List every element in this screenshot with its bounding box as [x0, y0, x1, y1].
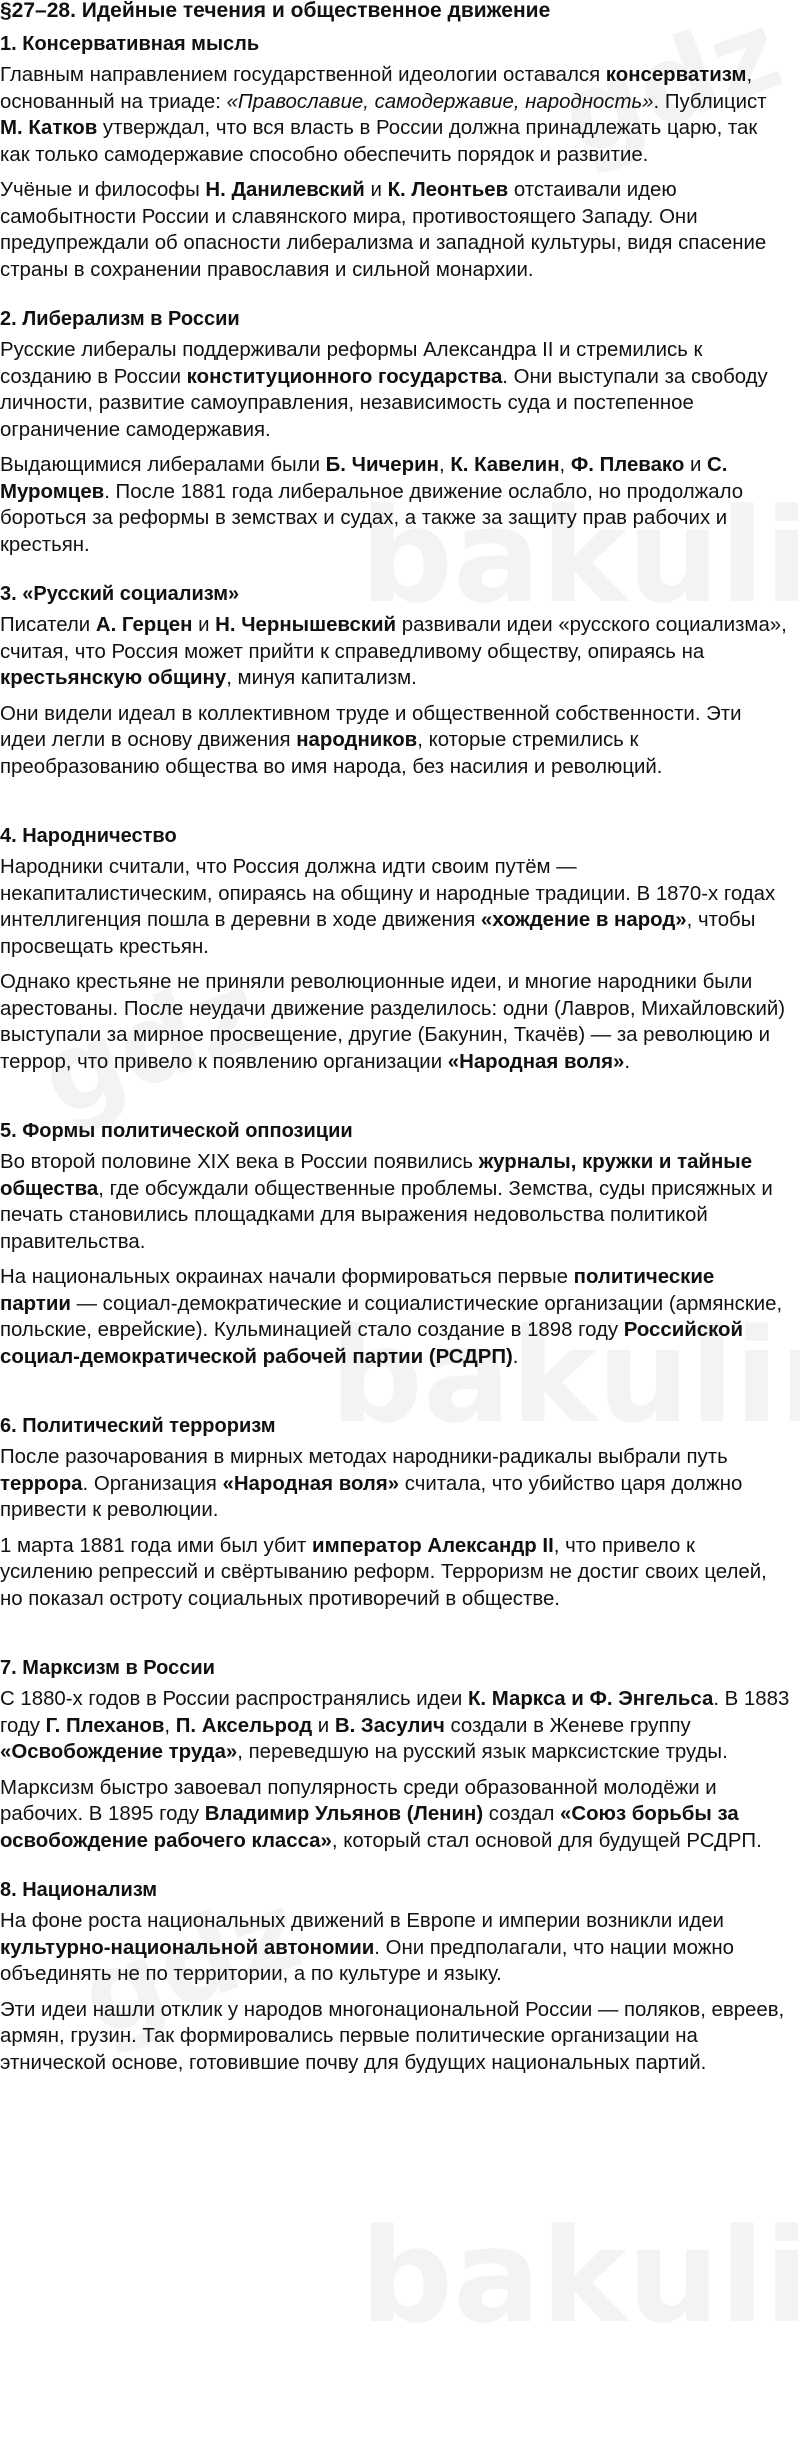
- bold-term: консерватизм: [605, 64, 747, 86]
- paragraph: [0, 1264, 790, 1370]
- text-run: ,: [438, 454, 451, 476]
- text-run: 1 марта 1881 года ими был убит: [0, 1534, 313, 1557]
- text-run: создали в Женеве группу: [444, 1714, 691, 1737]
- text-run: создал: [483, 1803, 561, 1825]
- paragraph: [0, 969, 790, 1075]
- section-heading: 6. Политический терроризм: [0, 1415, 276, 1437]
- paragraph: [0, 452, 790, 558]
- paragraph: [0, 177, 790, 283]
- text-run: и: [364, 179, 388, 201]
- text-run: считала, что убийство царя должно привести к революции.: [0, 1472, 743, 1521]
- bold-term: П. Аксельрод: [175, 1714, 313, 1737]
- paragraph: [0, 1997, 790, 2077]
- bold-term: К. Кавелин: [450, 454, 560, 476]
- text-run: Они видели идеал в коллективном труде и общественной собственности. Эти идеи легли в основу движения: [0, 702, 742, 751]
- text-run: утверждал, что вся власть в России должна принадлежать царю, так как только самодержавие способно обеспечить порядок и развитие.: [0, 117, 758, 166]
- paragraph: [0, 854, 790, 960]
- text-run: , минуя капитализм.: [226, 667, 417, 689]
- text-run: На фоне роста национальных движений в Европе и империи возникли идеи: [0, 1910, 724, 1932]
- bold-term: Владимир Ульянов (Ленин): [204, 1803, 484, 1825]
- bold-term: крестьянскую общину: [0, 667, 227, 689]
- text-run: , где обсуждали общественные проблемы. Земства, суды присяжных и печать становились площадками для выражения недовольства политикой правительства.: [0, 1177, 773, 1253]
- paragraph: [0, 1444, 790, 1524]
- text-run: , основанный на триаде:: [0, 64, 753, 113]
- section-5: [0, 1119, 790, 1370]
- paragraph: [0, 1149, 790, 1255]
- section-2: [0, 307, 790, 558]
- bold-term: «Освобождение труда»: [0, 1741, 238, 1763]
- text-run: . Они выступали за свободу личности, развитие самоуправления, независимость суда и постепенное ограничение самодержавия.: [0, 365, 768, 441]
- text-run: .: [512, 1345, 519, 1368]
- bold-term: политические партии: [0, 1266, 715, 1315]
- text-run: . После 1881 года либеральное движение ослабло, но продолжало бороться за реформы в земствах и судах, а также за защиту прав рабочих и крестьян.: [0, 480, 744, 556]
- section-6: [0, 1414, 790, 1612]
- text-run: Марксизм быстро завоевал популярность среди образованной молодёжи и рабочих. В 1895 году: [0, 1776, 717, 1825]
- text-run: Выдающимися либералами были: [0, 454, 326, 476]
- text-run: . Организация: [82, 1472, 223, 1495]
- page-title: §27–28. Идейные течения и общественное движение: [0, 0, 551, 22]
- text-run: . Публицист: [653, 90, 767, 113]
- bold-term: конституционного государства: [186, 365, 503, 388]
- text-run: , что привело к усилению репрессий и свёртыванию реформ. Терроризм не достиг своих целей, но показал остроту социальных противоречий в обществе.: [0, 1534, 767, 1610]
- paragraph: [0, 1908, 790, 1988]
- paragraph: [0, 1533, 790, 1613]
- bold-term: Российской социал-демократической рабочей партии (РСДРП): [0, 1319, 744, 1368]
- section-heading: 8. Национализм: [0, 1879, 158, 1901]
- bold-term: император Александр II: [312, 1534, 554, 1557]
- bold-term: Н. Данилевский: [205, 179, 365, 201]
- section-heading: 1. Консервативная мысль: [0, 33, 260, 55]
- text-run: ,: [164, 1714, 176, 1737]
- paragraph: [0, 1775, 790, 1855]
- section-3: [0, 582, 790, 780]
- italic-text: «Православие, самодержавие, народность»: [226, 90, 654, 113]
- section-heading: 7. Марксизм в России: [0, 1657, 215, 1679]
- text-run: , переведшую на русский язык марксистские труды.: [237, 1741, 728, 1763]
- section-7: [0, 1656, 790, 1854]
- text-run: . Они предполагали, что нации можно объединять не по территории, а по культуре и языку.: [0, 1936, 734, 1985]
- text-run: На национальных окраинах начали формироваться первые: [0, 1266, 574, 1288]
- text-run: Учёные и философы: [0, 179, 206, 201]
- bold-term: Б. Чичерин: [325, 454, 439, 476]
- text-run: Однако крестьяне не приняли революционные идеи, и многие народники были арестованы. После неудачи движение разделилось: одни (Лавров, Михайловский) выступали за мирное просвещение, другие (Бакунин, Ткачёв) — за революцию и террор, что привело к появлению организации: [0, 971, 786, 1073]
- text-run: , которые стремились к преобразованию общества во имя народа, без насилия и революций.: [0, 729, 663, 778]
- text-run: и: [684, 454, 708, 476]
- text-run: отстаивали идею самобытности России и славянского мира, противостоящего Западу. Они предупреждали об опасности либерализма и западной культуры, видя спасение страны в сохранении православия и сильной монархии.: [0, 179, 767, 281]
- paragraph: [0, 62, 790, 168]
- text-run: Эти идеи нашли отклик у народов многонациональной России — поляков, евреев, армян, грузин. Так формировались первые политические организации на этнической основе, готовившие почву для будущих национальных партий.: [0, 1998, 785, 2074]
- text-run: С 1880-х годов в России распространялись идеи: [0, 1688, 468, 1710]
- paragraph: [0, 612, 790, 692]
- text-run: После разочарования в мирных методах народники-радикалы выбрали путь: [0, 1446, 728, 1468]
- bold-term: В. Засулич: [334, 1714, 445, 1737]
- bold-term: журналы, кружки и тайные общества: [0, 1151, 753, 1200]
- bold-term: народников: [296, 729, 418, 751]
- bold-term: М. Катков: [0, 117, 98, 139]
- bold-term: Н. Чернышевский: [215, 614, 397, 636]
- section-heading: 5. Формы политической оппозиции: [0, 1120, 353, 1142]
- bold-term: А. Герцен: [95, 614, 193, 636]
- bold-term: К. Леонтьев: [387, 179, 509, 201]
- paragraph: [0, 701, 790, 781]
- section-4: [0, 824, 790, 1075]
- text-run: Во второй половине XIX века в России появились: [0, 1151, 479, 1173]
- bold-term: «Союз борьбы за освобождение рабочего класса»: [0, 1803, 739, 1852]
- text-run: ,: [559, 454, 571, 476]
- text-run: — социал-демократические и социалистические организации (армянские, польские, еврейские). Кульминацией стало создание в 1898 году: [0, 1292, 783, 1341]
- text-run: Народники считали, что Россия должна идти своим путём — некапиталистическим, опираясь на общину и народные традиции. В 1870-х годах интеллигенция пошла в деревни в ходе движения: [0, 856, 776, 931]
- bold-term: Ф. Плевако: [570, 454, 685, 476]
- bold-term: Г. Плеханов: [45, 1714, 165, 1737]
- text-run: и: [312, 1714, 335, 1737]
- bold-term: «Народная воля»: [222, 1472, 400, 1495]
- section-8: [0, 1878, 790, 2076]
- bold-term: С. Муромцев: [0, 454, 728, 503]
- text-run: развивали идеи «русского социализма», считая, что Россия может прийти к справедливому обществу, опираясь на: [0, 614, 787, 663]
- paragraph: [0, 337, 790, 443]
- bold-term: террора: [0, 1472, 83, 1495]
- section-heading: 2. Либерализм в России: [0, 308, 240, 330]
- text-run: Писатели: [0, 614, 96, 636]
- bold-term: «Народная воля»: [447, 1050, 625, 1073]
- bold-term: культурно-национальной автономии: [0, 1936, 375, 1959]
- section-heading: 4. Народничество: [0, 825, 177, 847]
- section-heading: 3. «Русский социализм»: [0, 583, 240, 605]
- bold-term: К. Маркса и Ф. Энгельса: [467, 1688, 714, 1710]
- text-run: Главным направлением государственной идеологии оставался: [0, 64, 606, 86]
- paragraph: [0, 1686, 790, 1766]
- section-1: [0, 32, 790, 283]
- text-run: .: [624, 1050, 631, 1073]
- bold-term: «хождение в народ»: [480, 909, 687, 931]
- text-run: , чтобы просвещать крестьян.: [0, 909, 756, 958]
- text-run: , который стал основой для будущей РСДРП.: [331, 1829, 762, 1852]
- text-run: и: [192, 614, 216, 636]
- text-run: Русские либералы поддерживали реформы Александра II и стремились к созданию в России: [0, 339, 703, 388]
- text-run: . В 1883 году: [0, 1688, 790, 1737]
